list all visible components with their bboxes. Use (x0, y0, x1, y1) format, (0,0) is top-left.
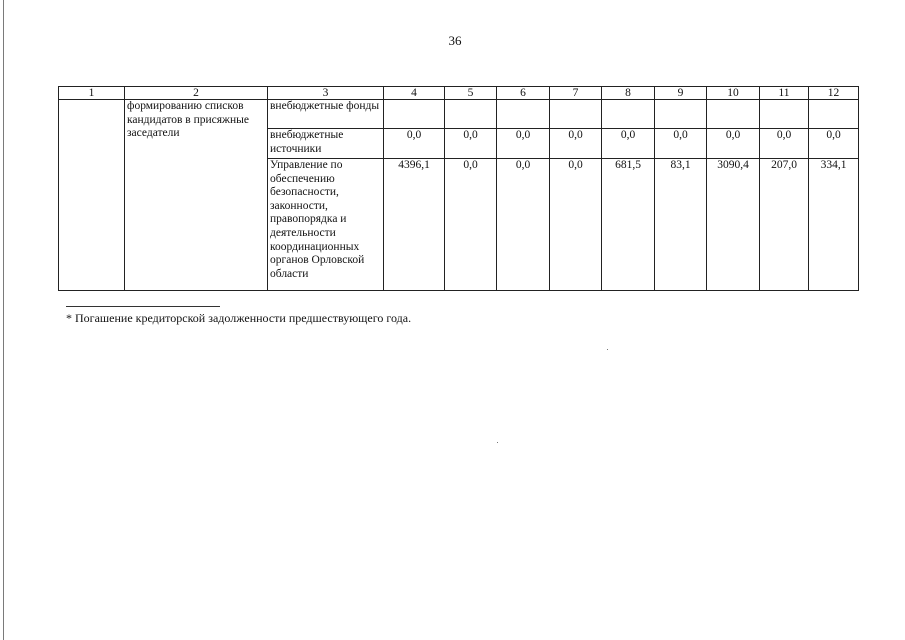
value-cell (707, 100, 760, 129)
value-cell: 0,0 (655, 129, 707, 159)
table-header-row (59, 87, 859, 100)
value-cell: 0,0 (809, 129, 859, 159)
column-number-header: 11 (760, 87, 809, 100)
column-number-header: 1 (59, 87, 125, 100)
column-number-header: 6 (497, 87, 550, 100)
value-cell: 334,1 (809, 159, 859, 291)
value-cell: 0,0 (445, 159, 497, 291)
column-number-header: 2 (125, 87, 268, 100)
footnote: * Погашение кредиторской задолженности предшествующего года. (66, 311, 412, 325)
column-number-header: 10 (707, 87, 760, 100)
value-cell (550, 100, 602, 129)
column-number-header: 9 (655, 87, 707, 100)
value-cell (445, 100, 497, 129)
value-cell: 0,0 (602, 129, 655, 159)
value-cell: 0,0 (445, 129, 497, 159)
column-number-header: 12 (809, 87, 859, 100)
column-number-header: 5 (445, 87, 497, 100)
value-cell: 0,0 (384, 129, 445, 159)
value-cell (655, 100, 707, 129)
value-cell: 207,0 (760, 159, 809, 291)
value-cell: 3090,4 (707, 159, 760, 291)
value-cell (497, 100, 550, 129)
page-left-edge-line (3, 0, 4, 640)
scan-speck (497, 442, 498, 443)
value-cell: 681,5 (602, 159, 655, 291)
funding-source-cell: внебюджетные источники (268, 129, 384, 159)
value-cell (809, 100, 859, 129)
value-cell: 0,0 (760, 129, 809, 159)
value-cell: 83,1 (655, 159, 707, 291)
column-number-header: 7 (550, 87, 602, 100)
value-cell: 4396,1 (384, 159, 445, 291)
value-cell: 0,0 (550, 159, 602, 291)
table-row (59, 100, 859, 129)
budget-table (58, 86, 859, 291)
column-number-header: 4 (384, 87, 445, 100)
column-number-header: 8 (602, 87, 655, 100)
value-cell (760, 100, 809, 129)
value-cell: 0,0 (497, 129, 550, 159)
column-number-header: 3 (268, 87, 384, 100)
value-cell: 0,0 (497, 159, 550, 291)
table-cell-col1 (59, 100, 125, 291)
value-cell: 0,0 (550, 129, 602, 159)
footnote-separator (66, 306, 220, 307)
page-number: 36 (448, 33, 462, 48)
value-cell (384, 100, 445, 129)
funding-source-cell: внебюджетные фонды (268, 100, 384, 129)
funding-source-cell: Управление по обеспечению безопасности, законности, правопорядка и деятельности координационных органов Орловской области (268, 159, 384, 291)
measure-description-cell: формированию списков кандидатов в присяжные заседатели (125, 100, 268, 291)
value-cell (602, 100, 655, 129)
value-cell: 0,0 (707, 129, 760, 159)
scan-speck (607, 349, 608, 350)
